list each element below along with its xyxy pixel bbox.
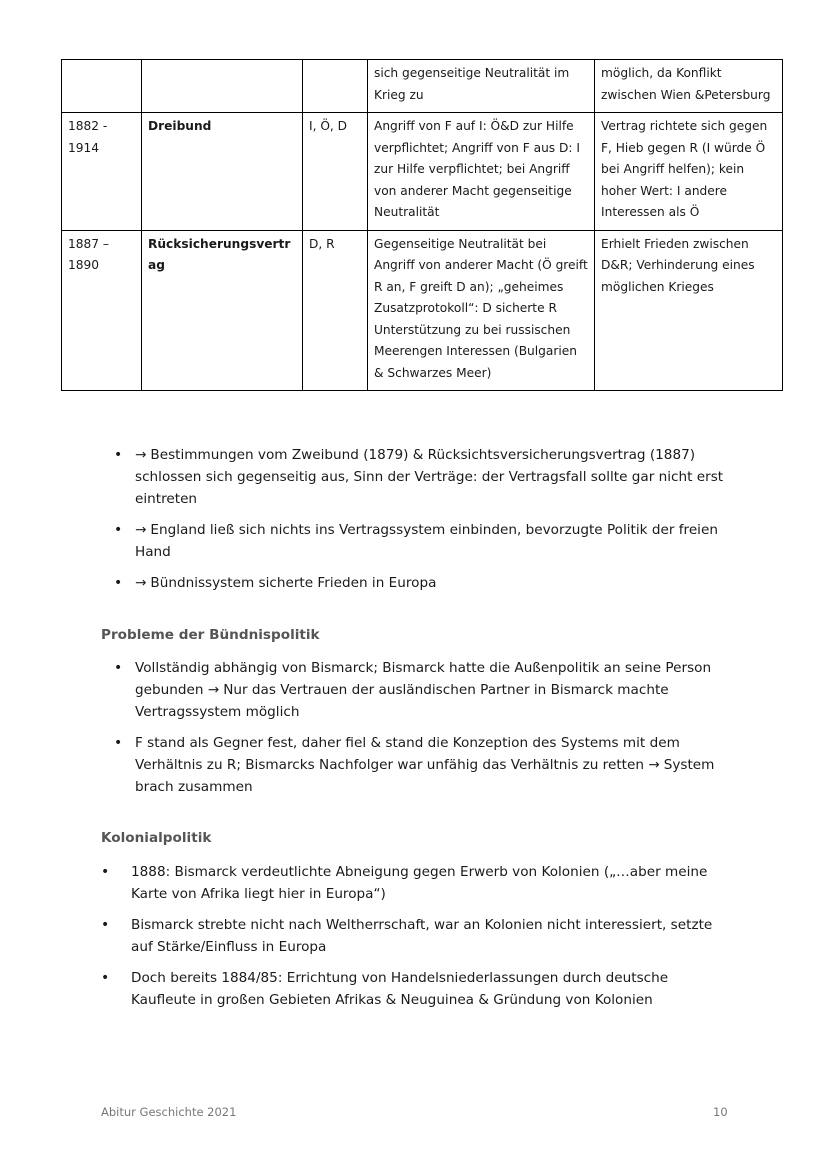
cell-assessment: Erhielt Frieden zwischen D&R; Verhinderung eines möglichen Krieges — [595, 230, 783, 391]
table-row — [62, 113, 783, 231]
treaties-table — [61, 59, 783, 391]
bullet-text: Bismarck strebte nicht nach Weltherrschaft, war an Kolonien nicht interessiert, setzte auf Stärke/Einfluss in Europa — [131, 917, 713, 955]
bullet-icon: • — [114, 660, 123, 676]
bullet-text: Vollständig abhängig von Bismarck; Bismarck hatte die Außenpolitik an seine Person gebunden — [135, 660, 712, 698]
list-item — [101, 914, 734, 958]
list-item — [114, 657, 734, 723]
cell-parties: D, R — [303, 230, 368, 391]
arrow-icon: → — [207, 682, 220, 698]
arrow-icon: → — [135, 575, 147, 591]
section-heading-kolonialpolitik: Kolonialpolitik — [101, 830, 212, 846]
cell-content: Angriff von F auf I: Ö&D zur Hilfe verpflichtet; Angriff von F aus D: I zur Hilfe verpflichtet; bei Angriff von anderer Macht gegenseitige Neutralität — [368, 113, 595, 231]
cell-date: 1882 - 1914 — [62, 113, 142, 231]
kolonial-bullet-list — [101, 861, 734, 1020]
bullet-text: 1888: Bismarck verdeutlichte Abneigung gegen Erwerb von Kolonien („…aber meine Karte von Afrika liegt hier in Europa“) — [131, 864, 708, 902]
bullet-text: Doch bereits 1884/85: Errichtung von Handelsniederlassungen durch deutsche Kaufleute in großen Gebieten Afrikas & Neuguinea & Gründung von Kolonien — [131, 970, 669, 1008]
arrow-icon: → — [135, 447, 147, 463]
cell-name — [142, 60, 303, 113]
section-heading-probleme: Probleme der Bündnispolitik — [101, 627, 320, 643]
bullet-icon: • — [114, 522, 123, 538]
list-item — [114, 444, 734, 510]
bullet-text-continued: System brach zusammen — [135, 757, 715, 795]
cell-parties: I, Ö, D — [303, 113, 368, 231]
list-item — [114, 732, 734, 798]
bullet-icon: • — [114, 447, 123, 463]
bullet-icon: • — [101, 970, 110, 986]
list-item — [114, 572, 734, 594]
bullet-text-continued: Nur das Vertrauen der ausländischen Partner in Bismarck machte Vertragssystem möglich — [135, 682, 669, 720]
bullet-text: Bestimmungen vom Zweibund (1879) & Rücksichtsversicherungsvertrag (1887) schlossen sich gegenseitig aus, Sinn der Verträge: der Vertragsfall sollte gar nicht erst eintreten — [135, 447, 724, 507]
bullet-icon: • — [101, 864, 110, 880]
list-item — [101, 967, 734, 1011]
summary-bullet-list — [114, 444, 734, 603]
cell-content: Gegenseitige Neutralität bei Angriff von anderer Macht (Ö greift R an, F greift D an); „geheimes Zusatzprotokoll“: D sicherte R Unterstützung zu bei russischen Meerengen Interessen (Bulgarien & Schwarzes Meer) — [368, 230, 595, 391]
cell-assessment: Vertrag richtete sich gegen F, Hieb gegen R (I würde Ö bei Angriff helfen); kein hoher Wert: I andere Interessen als Ö — [595, 113, 783, 231]
footer-title: Abitur Geschichte 2021 — [101, 1105, 237, 1119]
bullet-text: F stand als Gegner fest, daher fiel & stand die Konzeption des Systems mit dem Verhältnis zu R; Bismarcks Nachfolger war unfähig das Verhältnis zu retten — [135, 735, 680, 773]
cell-assessment: möglich, da Konflikt zwischen Wien &Petersburg — [595, 60, 783, 113]
table-row — [62, 60, 783, 113]
bullet-text: Bündnissystem sicherte Frieden in Europa — [150, 575, 437, 591]
probleme-bullet-list — [114, 657, 734, 807]
bullet-icon: • — [101, 917, 110, 933]
cell-parties — [303, 60, 368, 113]
bullet-icon: • — [114, 735, 123, 751]
arrow-icon: → — [648, 757, 660, 773]
page-number: 10 — [713, 1105, 728, 1119]
list-item — [101, 861, 734, 905]
arrow-icon: → — [135, 522, 147, 538]
cell-date — [62, 60, 142, 113]
list-item — [114, 519, 734, 563]
cell-content: sich gegenseitige Neutralität im Krieg zu — [368, 60, 595, 113]
cell-date: 1887 – 1890 — [62, 230, 142, 391]
cell-name: Rücksicherungsvertrag — [142, 230, 303, 391]
bullet-icon: • — [114, 575, 123, 591]
table-row — [62, 230, 783, 391]
cell-name: Dreibund — [142, 113, 303, 231]
bullet-text: England ließ sich nichts ins Vertragssystem einbinden, bevorzugte Politik der freien Hand — [135, 522, 718, 560]
